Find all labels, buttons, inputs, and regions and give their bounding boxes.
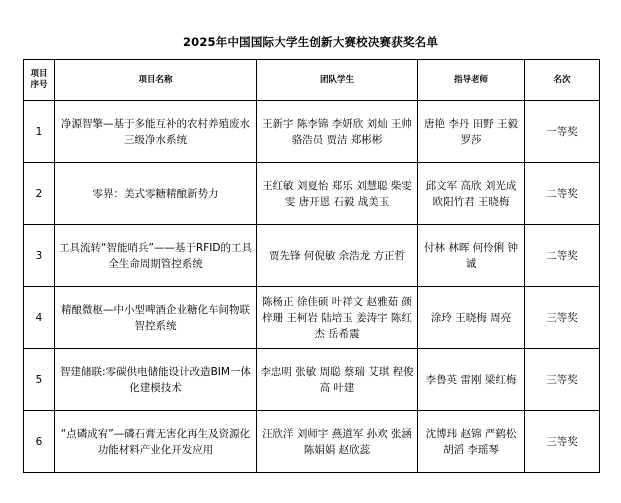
header-no: 项目序号: [24, 60, 55, 101]
cell-rank: 二等奖: [525, 163, 600, 225]
cell-mentor: 唐艳 李丹 田野 王毅 罗莎: [418, 101, 525, 163]
cell-no: 1: [24, 101, 55, 163]
cell-team: 汪欣洋 刘师宇 燕道军 孙欢 张涵 陈娟娟 赵欣蕊: [257, 411, 418, 473]
header-mentor: 指导老师: [418, 60, 525, 101]
page-title: 2025年中国国际大学生创新大赛校决赛获奖名单: [182, 35, 439, 49]
table-row: [24, 101, 600, 163]
cell-rank: 三等奖: [525, 287, 600, 349]
cell-mentor: 邱文军 高欣 刘光成 欧阳竹君 王晓梅: [418, 163, 525, 225]
cell-mentor: 涂玲 王晓梅 周亮: [418, 287, 525, 349]
cell-no: 6: [24, 411, 55, 473]
cell-rank: 三等奖: [525, 411, 600, 473]
cell-project-name: 净源智擎—基于多能互补的农村养殖废水三级净水系统: [55, 101, 257, 163]
cell-project-name: 精酿微枢—中小型啤酒企业糖化车间物联智控系统: [55, 287, 257, 349]
table-row: [24, 287, 600, 349]
cell-team: 陈杨正 徐佳硕 叶祥文 赵雅茹 颜梓珊 王柯岩 陆培玉 姜涛宇 陈红杰 岳希震: [257, 287, 418, 349]
cell-rank: 一等奖: [525, 101, 600, 163]
header-team: 团队学生: [257, 60, 418, 101]
cell-no: 3: [24, 225, 55, 287]
cell-project-name: 智建储联:零碳供电储能设计改造BIM一体化建模技术: [55, 349, 257, 411]
table-row: [24, 163, 600, 225]
table-row: [24, 225, 600, 287]
cell-team: 王红敏 刘夏怡 郑乐 刘慧聪 柴雯雯 唐开恩 石毅 战美玉: [257, 163, 418, 225]
cell-rank: 二等奖: [525, 225, 600, 287]
cell-team: 贾先锋 何倪敏 余浩龙 方正哲: [257, 225, 418, 287]
table-row: [24, 349, 600, 411]
header-row: [24, 60, 600, 101]
cell-team: 王新宇 陈李锦 李妍欣 刘灿 王帅 骆浩员 贾洁 郑彬彬: [257, 101, 418, 163]
header-name: 项目名称: [55, 60, 257, 101]
header-rank: 名次: [525, 60, 600, 101]
cell-no: 4: [24, 287, 55, 349]
cell-mentor: 李鲁英 雷刚 梁红梅: [418, 349, 525, 411]
table-row: [24, 411, 600, 473]
cell-no: 5: [24, 349, 55, 411]
awards-table: [23, 59, 600, 473]
cell-mentor: 付林 林晖 何伶俐 钟诚: [418, 225, 525, 287]
cell-project-name: 零界：美式零糖精酿新势力: [55, 163, 257, 225]
cell-project-name: “点磷成宥”—磷石膏无害化再生及资源化功能材料产业化开发应用: [55, 411, 257, 473]
cell-project-name: 工具流转“智能哨兵”——基于RFID的工具全生命周期管控系统: [55, 225, 257, 287]
cell-rank: 三等奖: [525, 349, 600, 411]
cell-team: 李忠明 张敏 周聪 蔡瑞 艾琪 程俊高 叶建: [257, 349, 418, 411]
cell-no: 2: [24, 163, 55, 225]
cell-mentor: 沈博玮 赵锦 严鹤松 胡滔 李瑶琴: [418, 411, 525, 473]
